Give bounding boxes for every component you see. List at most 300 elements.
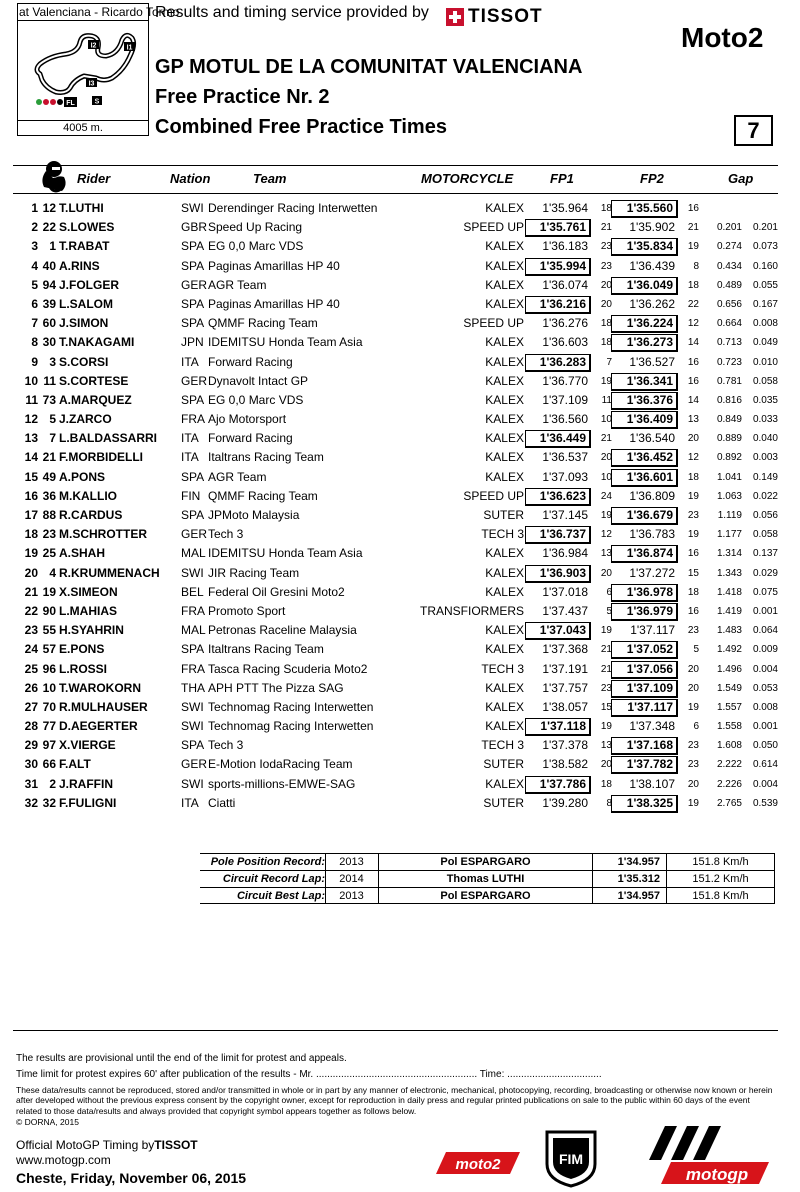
gap-first: 1.419 bbox=[716, 605, 742, 617]
fp1-time: 1'35.761 bbox=[525, 219, 591, 237]
team-name: Ajo Motorsport bbox=[208, 412, 287, 427]
fp2-lap: 22 bbox=[687, 298, 699, 310]
fp2-lap: 19 bbox=[687, 529, 699, 541]
fp2-lap: 23 bbox=[687, 510, 699, 521]
records-table bbox=[200, 853, 775, 904]
nation: SWI bbox=[181, 201, 204, 215]
team-name: QMMF Racing Team bbox=[208, 488, 318, 503]
nation: SPA bbox=[181, 296, 205, 311]
gap-first: 1.492 bbox=[716, 644, 742, 656]
gap-first: 0.713 bbox=[716, 337, 742, 349]
record-time: 1'35.312 bbox=[592, 871, 666, 887]
gap-previous: 0.053 bbox=[752, 682, 778, 694]
official-timing-prefix: Official MotoGP Timing by bbox=[16, 1138, 155, 1152]
motorcycle: KALEX bbox=[485, 239, 524, 254]
fp2-time: 1'36.527 bbox=[629, 354, 675, 369]
result-row bbox=[0, 775, 800, 794]
circuit-name: at Valenciana - Ricardo Tormo bbox=[19, 5, 180, 19]
team-name: Tech 3 bbox=[208, 738, 244, 753]
gap-first: 1.496 bbox=[716, 663, 742, 675]
position: 12 bbox=[24, 412, 38, 427]
fp2-time: 1'36.341 bbox=[611, 373, 678, 391]
nation: GER bbox=[181, 277, 208, 292]
fp1-lap: 20 bbox=[600, 298, 612, 310]
nation: SPA bbox=[181, 239, 205, 254]
position: 6 bbox=[31, 296, 38, 311]
position: 30 bbox=[24, 757, 38, 772]
fp2-time: 1'36.979 bbox=[611, 603, 678, 621]
track-label-i1: I1 bbox=[126, 44, 133, 52]
position: 11 bbox=[25, 392, 38, 407]
gap-previous: 0.201 bbox=[752, 222, 778, 234]
fp2-time: 1'36.809 bbox=[629, 488, 675, 503]
gap-previous: 0.058 bbox=[752, 375, 778, 387]
rider-number: 73 bbox=[42, 392, 56, 407]
nation: GER bbox=[181, 527, 208, 542]
fp1-lap: 24 bbox=[600, 490, 612, 502]
rider-name: T.LUTHI bbox=[59, 201, 104, 215]
fp1-lap: 10 bbox=[600, 414, 612, 426]
motorcycle: KALEX bbox=[485, 431, 524, 446]
fp2-lap: 20 bbox=[687, 682, 699, 694]
gap-previous: 0.010 bbox=[752, 356, 778, 368]
fp2-time: 1'37.117 bbox=[630, 623, 675, 638]
rider-name: M.SCHROTTER bbox=[59, 527, 147, 542]
gap-first: 1.314 bbox=[716, 548, 742, 560]
gap-first: 0.664 bbox=[716, 318, 742, 330]
result-row bbox=[0, 506, 800, 525]
rider-name: R.MULHAUSER bbox=[59, 699, 148, 714]
gap-first: 0.656 bbox=[716, 298, 742, 310]
record-row bbox=[200, 870, 775, 887]
fp1-time: 1'36.449 bbox=[525, 430, 591, 448]
rider-number: 96 bbox=[42, 661, 56, 676]
rider-number: 3 bbox=[49, 354, 56, 369]
gap-previous: 0.539 bbox=[752, 797, 778, 809]
team-name: sports-millions-EMWE-SAG bbox=[208, 776, 356, 791]
motorcycle: KALEX bbox=[485, 719, 524, 734]
fim-logo-text: FIM bbox=[558, 1151, 584, 1167]
fp2-lap: 23 bbox=[687, 740, 699, 752]
gap-previous: 0.064 bbox=[752, 625, 778, 637]
team-name: E-Motion IodaRacing Team bbox=[208, 757, 353, 772]
record-holder: Pol ESPARGARO bbox=[378, 854, 592, 870]
fp1-lap: 20 bbox=[600, 279, 612, 291]
gap-previous: 0.167 bbox=[752, 298, 778, 310]
results-table bbox=[0, 199, 800, 813]
gap-first: 0.489 bbox=[716, 279, 742, 291]
rider-name: J.RAFFIN bbox=[59, 776, 113, 791]
gap-previous: 0.049 bbox=[752, 337, 778, 349]
gap-previous: 0.001 bbox=[752, 721, 778, 733]
position: 1 bbox=[31, 201, 38, 215]
fp2-lap: 5 bbox=[693, 644, 699, 656]
result-row bbox=[0, 276, 800, 295]
motorcycle: KALEX bbox=[485, 565, 524, 580]
fp2-lap: 6 bbox=[693, 721, 699, 733]
fp1-lap: 19 bbox=[600, 375, 612, 387]
dorna-copyright: © DORNA, 2015 bbox=[16, 1117, 79, 1127]
result-row bbox=[0, 755, 800, 774]
col-rider: Rider bbox=[77, 171, 111, 186]
gap-previous: 0.033 bbox=[752, 414, 778, 426]
motorcycle: SPEED UP bbox=[463, 220, 524, 235]
motorcycle: KALEX bbox=[485, 623, 524, 638]
motorcycle: SUTER bbox=[483, 508, 524, 522]
team-name: Tasca Racing Scuderia Moto2 bbox=[208, 661, 368, 676]
team-name: Dynavolt Intact GP bbox=[208, 373, 309, 388]
rider-number: 2 bbox=[49, 776, 56, 791]
copyright-notice: These data/results cannot be reproduced, stored and/or transmitted in whole or in part by any manner of electronic, mechanical, photocopying, recording, broadcasting or otherwise now known or herein after developed without the previous express consent by the copyright owner, except for reproduction in daily press and regular printed publications on sale to the public within 60 days of the event related to those data/results and always provided that copyright symbol appears together as follows below. bbox=[16, 1085, 773, 1116]
nation: SWI bbox=[181, 699, 204, 714]
protest-limit-notice: Time limit for protest expires 60' after publication of the results - Mr. .......................................................... Time: .................................. bbox=[16, 1069, 602, 1080]
record-year: 2013 bbox=[325, 854, 377, 870]
position: 5 bbox=[31, 277, 38, 292]
result-row bbox=[0, 525, 800, 544]
position: 20 bbox=[24, 565, 38, 580]
rider-number: 90 bbox=[42, 603, 56, 618]
fp2-lap: 8 bbox=[693, 260, 699, 272]
motorcycle: KALEX bbox=[485, 201, 524, 215]
rider-number: 1 bbox=[49, 239, 56, 254]
team-name: Petronas Raceline Malaysia bbox=[208, 623, 357, 638]
place-date: Cheste, Friday, November 06, 2015 bbox=[16, 1170, 247, 1186]
nation: ITA bbox=[181, 450, 199, 465]
fp1-lap: 13 bbox=[600, 740, 612, 752]
col-fp1: FP1 bbox=[550, 171, 574, 186]
fp1-time: 1'36.603 bbox=[542, 335, 588, 350]
rider-name: H.SYAHRIN bbox=[59, 623, 124, 638]
gap-first: 2.765 bbox=[716, 797, 742, 809]
nation: SPA bbox=[181, 258, 205, 273]
fp1-time: 1'36.183 bbox=[542, 239, 588, 254]
position: 8 bbox=[31, 335, 38, 350]
team-name: Derendinger Racing Interwetten bbox=[208, 201, 378, 215]
fp1-time: 1'37.368 bbox=[542, 642, 588, 657]
motorcycle: KALEX bbox=[485, 258, 524, 273]
fp2-time: 1'36.049 bbox=[611, 277, 678, 295]
result-row bbox=[0, 583, 800, 602]
position: 2 bbox=[31, 220, 38, 235]
gap-previous: 0.008 bbox=[752, 701, 778, 713]
result-row bbox=[0, 660, 800, 679]
fp2-lap: 19 bbox=[687, 241, 699, 253]
rider-name: L.MAHIAS bbox=[59, 603, 117, 618]
rider-number: 36 bbox=[42, 488, 56, 503]
team-name: Tech 3 bbox=[208, 527, 244, 542]
fp2-lap: 19 bbox=[687, 701, 699, 713]
col-motorcycle: MOTORCYCLE bbox=[421, 171, 514, 186]
rider-number: 21 bbox=[42, 450, 56, 465]
team-name: Technomag Racing Interwetten bbox=[208, 699, 374, 714]
motorcycle: TECH 3 bbox=[481, 527, 524, 542]
team-name: Forward Racing bbox=[208, 354, 293, 369]
team-name: Ciatti bbox=[208, 795, 236, 810]
fp2-lap: 14 bbox=[687, 337, 699, 349]
rider-name: T.NAKAGAMI bbox=[59, 335, 135, 350]
motorcycle: TECH 3 bbox=[481, 661, 524, 676]
gap-previous: 0.073 bbox=[752, 241, 778, 253]
rider-number: 10 bbox=[42, 680, 56, 695]
result-row bbox=[0, 199, 800, 218]
fp1-time: 1'36.283 bbox=[525, 354, 591, 372]
team-name: EG 0,0 Marc VDS bbox=[208, 392, 304, 407]
team-name: JPMoto Malaysia bbox=[208, 508, 300, 522]
record-time: 1'34.957 bbox=[592, 854, 666, 870]
result-row bbox=[0, 237, 800, 256]
rider-number: 32 bbox=[42, 795, 56, 810]
result-row bbox=[0, 679, 800, 698]
fp1-time: 1'35.994 bbox=[525, 258, 591, 276]
fp2-time: 1'38.107 bbox=[629, 776, 675, 791]
rider-number: 94 bbox=[42, 277, 56, 292]
nation: JPN bbox=[181, 335, 204, 350]
gap-first: 0.274 bbox=[716, 241, 742, 253]
gap-previous: 0.050 bbox=[752, 740, 778, 752]
track-map-icon bbox=[26, 26, 146, 116]
result-row bbox=[0, 564, 800, 583]
position: 23 bbox=[24, 623, 38, 638]
motorcycle: KALEX bbox=[485, 642, 524, 657]
result-row bbox=[0, 257, 800, 276]
team-name: Italtrans Racing Team bbox=[208, 450, 324, 465]
rider-number: 66 bbox=[42, 757, 56, 772]
nation: MAL bbox=[181, 546, 206, 561]
rider-number: 60 bbox=[42, 316, 56, 331]
col-gap: Gap bbox=[728, 171, 754, 186]
fp2-lap: 12 bbox=[687, 318, 699, 330]
gap-previous: 0.160 bbox=[752, 260, 778, 272]
rider-name: E.PONS bbox=[59, 642, 105, 657]
col-fp2: FP2 bbox=[640, 171, 664, 186]
gap-previous: 0.004 bbox=[752, 663, 778, 675]
fp1-lap: 12 bbox=[600, 529, 612, 541]
fp2-lap: 16 bbox=[687, 203, 699, 214]
nation: MAL bbox=[181, 623, 206, 638]
motorcycle: KALEX bbox=[485, 584, 524, 599]
result-row bbox=[0, 333, 800, 352]
fp1-lap: 18 bbox=[600, 337, 612, 349]
gap-previous: 0.003 bbox=[752, 452, 778, 464]
nation: ITA bbox=[181, 795, 199, 810]
position: 25 bbox=[24, 661, 38, 676]
fp1-lap: 13 bbox=[600, 548, 612, 560]
position: 15 bbox=[24, 469, 38, 484]
rider-number: 30 bbox=[42, 335, 56, 350]
position: 10 bbox=[24, 373, 38, 388]
rider-name: L.SALOM bbox=[59, 296, 113, 311]
nation: THA bbox=[181, 680, 205, 695]
fp2-time: 1'36.273 bbox=[611, 334, 678, 352]
record-row bbox=[200, 853, 775, 870]
nation: SWI bbox=[181, 719, 204, 734]
team-name: AGR Team bbox=[208, 469, 267, 484]
fp1-lap: 5 bbox=[606, 605, 612, 617]
rider-number: 57 bbox=[42, 642, 56, 657]
gap-previous: 0.058 bbox=[752, 529, 778, 541]
fp1-lap: 11 bbox=[601, 394, 612, 406]
nation: GBR bbox=[181, 220, 208, 235]
fp1-lap: 8 bbox=[606, 797, 612, 809]
record-label: Circuit Best Lap: bbox=[236, 890, 325, 902]
fp2-time: 1'36.452 bbox=[611, 449, 678, 467]
rider-name: A.PONS bbox=[59, 469, 106, 484]
motorcycle: KALEX bbox=[485, 546, 524, 561]
gap-previous: 0.149 bbox=[752, 471, 778, 483]
team-name: Paginas Amarillas HP 40 bbox=[208, 258, 340, 273]
fp2-lap: 20 bbox=[687, 778, 699, 790]
fp1-time: 1'37.093 bbox=[542, 469, 588, 484]
fp2-time: 1'36.409 bbox=[611, 411, 678, 429]
gap-first: 1.041 bbox=[716, 471, 742, 483]
motorcycle: SPEED UP bbox=[463, 316, 524, 331]
gap-previous: 0.004 bbox=[752, 778, 778, 790]
fp1-time: 1'36.623 bbox=[525, 488, 591, 506]
fp2-lap: 12 bbox=[687, 452, 699, 464]
team-name: AGR Team bbox=[208, 277, 267, 292]
record-label: Pole Position Record: bbox=[210, 856, 325, 868]
rider-name: T.RABAT bbox=[59, 239, 110, 254]
fp1-time: 1'36.276 bbox=[542, 316, 588, 331]
fp2-lap: 14 bbox=[687, 394, 699, 406]
gap-previous: 0.056 bbox=[752, 510, 778, 521]
result-row bbox=[0, 372, 800, 391]
position: 24 bbox=[24, 642, 38, 657]
motorcycle: KALEX bbox=[485, 699, 524, 714]
fp1-time: 1'37.118 bbox=[525, 718, 591, 736]
fp1-lap: 18 bbox=[600, 318, 612, 330]
fp1-lap: 20 bbox=[600, 452, 612, 464]
fp2-time: 1'36.874 bbox=[611, 545, 678, 563]
fp1-time: 1'36.216 bbox=[525, 296, 591, 314]
rider-name: F.ALT bbox=[59, 757, 91, 772]
team-name: Italtrans Racing Team bbox=[208, 642, 324, 657]
fp2-time: 1'37.109 bbox=[611, 680, 678, 698]
gap-previous: 0.137 bbox=[752, 548, 778, 560]
rider-number: 40 bbox=[42, 258, 56, 273]
nation: ITA bbox=[181, 431, 199, 446]
fp1-time: 1'37.437 bbox=[542, 603, 588, 618]
fp1-time: 1'36.074 bbox=[542, 277, 588, 292]
moto2-logo bbox=[432, 1150, 522, 1176]
gap-first: 0.889 bbox=[716, 433, 742, 445]
record-row bbox=[200, 887, 775, 904]
team-name: EG 0,0 Marc VDS bbox=[208, 239, 304, 254]
motorcycle: KALEX bbox=[485, 776, 524, 791]
fp2-lap: 16 bbox=[687, 356, 699, 368]
team-name: Paginas Amarillas HP 40 bbox=[208, 296, 340, 311]
position: 3 bbox=[31, 239, 38, 254]
motorcycle: KALEX bbox=[485, 450, 524, 465]
position: 29 bbox=[24, 738, 38, 753]
rider-name: J.SIMON bbox=[59, 316, 109, 331]
header-rule-top bbox=[13, 165, 778, 166]
fp2-time: 1'35.560 bbox=[611, 200, 678, 218]
fp2-lap: 19 bbox=[687, 490, 699, 502]
position: 31 bbox=[24, 776, 38, 791]
fp1-lap: 18 bbox=[600, 778, 612, 790]
fp2-time: 1'36.601 bbox=[611, 469, 678, 487]
fp2-time: 1'36.439 bbox=[629, 258, 675, 273]
fp2-time: 1'36.783 bbox=[629, 527, 675, 542]
record-speed: 151.8 Km/h bbox=[666, 888, 775, 904]
fp2-lap: 18 bbox=[687, 471, 699, 483]
position: 16 bbox=[24, 488, 38, 503]
page-number: 7 bbox=[734, 115, 773, 146]
result-row bbox=[0, 429, 800, 448]
fp1-time: 1'37.109 bbox=[542, 392, 588, 407]
rider-name: F.MORBIDELLI bbox=[59, 450, 143, 465]
fp2-time: 1'36.978 bbox=[611, 584, 678, 602]
fp2-lap: 18 bbox=[687, 586, 699, 598]
fp1-time: 1'36.984 bbox=[542, 546, 588, 561]
fp2-time: 1'38.325 bbox=[611, 795, 678, 813]
class-title: Moto2 bbox=[681, 22, 764, 53]
result-row bbox=[0, 640, 800, 659]
motorcycle: SPEED UP bbox=[463, 488, 524, 503]
track-label-s: S bbox=[94, 98, 100, 106]
fp1-time: 1'35.964 bbox=[542, 201, 588, 215]
report-title: Combined Free Practice Times bbox=[155, 116, 447, 138]
rider-number: 4 bbox=[49, 565, 56, 580]
fp1-time: 1'37.191 bbox=[542, 661, 588, 676]
fim-logo bbox=[543, 1128, 599, 1188]
team-name: APH PTT The Pizza SAG bbox=[208, 680, 344, 695]
rider-number: 5 bbox=[49, 412, 56, 427]
record-speed: 151.8 Km/h bbox=[666, 854, 775, 870]
result-row bbox=[0, 736, 800, 755]
rider-name: A.SHAH bbox=[59, 546, 106, 561]
fp2-time: 1'35.902 bbox=[629, 220, 675, 235]
record-holder: Pol ESPARGARO bbox=[378, 888, 592, 904]
official-timing bbox=[16, 1138, 198, 1152]
fp2-time: 1'37.348 bbox=[629, 719, 675, 734]
official-timing-brand: TISSOT bbox=[154, 1138, 198, 1152]
nation: BEL bbox=[181, 584, 204, 599]
fp1-lap: 18 bbox=[600, 203, 612, 214]
position: 27 bbox=[24, 699, 38, 714]
rider-helmet-icon bbox=[36, 157, 72, 193]
fp2-lap: 16 bbox=[687, 548, 699, 560]
rider-name: L.BALDASSARRI bbox=[59, 431, 157, 446]
gap-previous: 0.001 bbox=[752, 605, 778, 617]
header-rule-bottom bbox=[13, 193, 778, 194]
website-link[interactable]: www.motogp.com bbox=[16, 1153, 111, 1167]
fp1-time: 1'36.903 bbox=[525, 565, 591, 583]
gap-previous: 0.040 bbox=[752, 433, 778, 445]
rider-name: T.WAROKORN bbox=[59, 680, 141, 695]
position: 18 bbox=[24, 527, 38, 542]
rider-number: 77 bbox=[42, 719, 56, 734]
position: 9 bbox=[31, 354, 38, 369]
nation: FRA bbox=[181, 661, 205, 676]
team-name: Technomag Racing Interwetten bbox=[208, 719, 374, 734]
fp1-time: 1'36.770 bbox=[542, 373, 588, 388]
circuit-length: 4005 m. bbox=[17, 121, 149, 136]
team-name: IDEMITSU Honda Team Asia bbox=[208, 546, 363, 561]
rider-name: A.MARQUEZ bbox=[59, 392, 132, 407]
record-year: 2014 bbox=[325, 871, 377, 887]
nation: SPA bbox=[181, 508, 205, 522]
fp2-time: 1'37.056 bbox=[611, 661, 678, 679]
position: 28 bbox=[24, 719, 38, 734]
gap-first: 1.557 bbox=[716, 701, 742, 713]
fp1-lap: 21 bbox=[600, 644, 612, 656]
fp1-time: 1'36.537 bbox=[542, 450, 588, 465]
rider-name: X.SIMEON bbox=[59, 584, 118, 599]
gap-previous: 0.022 bbox=[752, 490, 778, 502]
fp2-lap: 20 bbox=[687, 663, 699, 675]
